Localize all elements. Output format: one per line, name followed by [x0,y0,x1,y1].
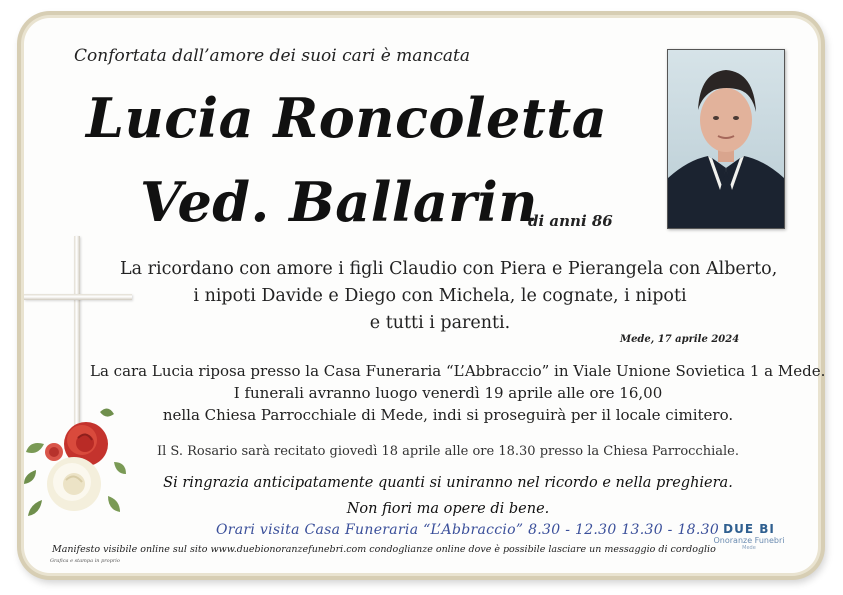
arrangements-line: nella Chiesa Parrocchiale di Mede, indi si proseguirà per il locale cimitero. [162,406,734,424]
mourners-line: i nipoti Davide e Diego con Michela, le cognate, i nipoti [193,286,687,306]
thanks-line: Non fiori ma opere di bene. [346,501,550,517]
visiting-hours: Orari visita Casa Funeraria “L’Abbraccio” 8.30 - 12.30 13.30 - 18.30 [216,522,720,538]
mourners-line: e tutti i parenti. [369,313,511,333]
rosary-text: Il S. Rosario sarà recitato giovedì 18 aprile alle ore 18.30 presso la Chiesa Parrocchiale. [157,444,739,459]
roses-icon [22,404,132,530]
thanks-line: Si ringrazia anticipatamente quanti si uniranno nel ricordo e nella preghiera. [163,475,733,491]
arrangements-line: I funerali avranno luogo venerdì 19 aprile alle ore 16,00 [233,384,663,402]
arrangements-line: La cara Lucia riposa presso la Casa Funeraria “L’Abbraccio” in Viale Unione Sovietica 1 a Mede. [90,362,826,380]
funeral-home-logo [706,522,792,551]
place-date: Mede, 17 aprile 2024 [620,334,740,345]
arrangements-paragraph [90,360,826,426]
thanks-paragraph [90,470,806,522]
logo-city: Mede [742,545,756,551]
mourners-paragraph [120,256,778,337]
footer-text-after: condoglianze online dove è possibile lasciare un messaggio di cordoglio [366,544,716,555]
portrait-photo [667,49,785,229]
deceased-widow-name: Ved. Ballarin [140,170,539,234]
print-credit: Grafica e stampa in proprio [50,558,120,564]
mourners-line: La ricordano con amore i figli Claudio con Piera e Pierangela con Alberto, [120,259,778,279]
logo-brand: DUE BI [723,522,775,536]
website-link[interactable]: www.duebionoranzefunebri.com [210,544,367,555]
age-label: di anni 86 [528,212,613,230]
deceased-name: Lucia Roncoletta [86,86,608,150]
intro-text: Confortata dall’amore dei suoi cari è mancata [74,46,471,66]
footer-text-before: Manifesto visibile online sul sito [52,544,211,555]
footer-note [52,544,716,555]
logo-subtitle: Onoranze Funebri [713,536,785,545]
